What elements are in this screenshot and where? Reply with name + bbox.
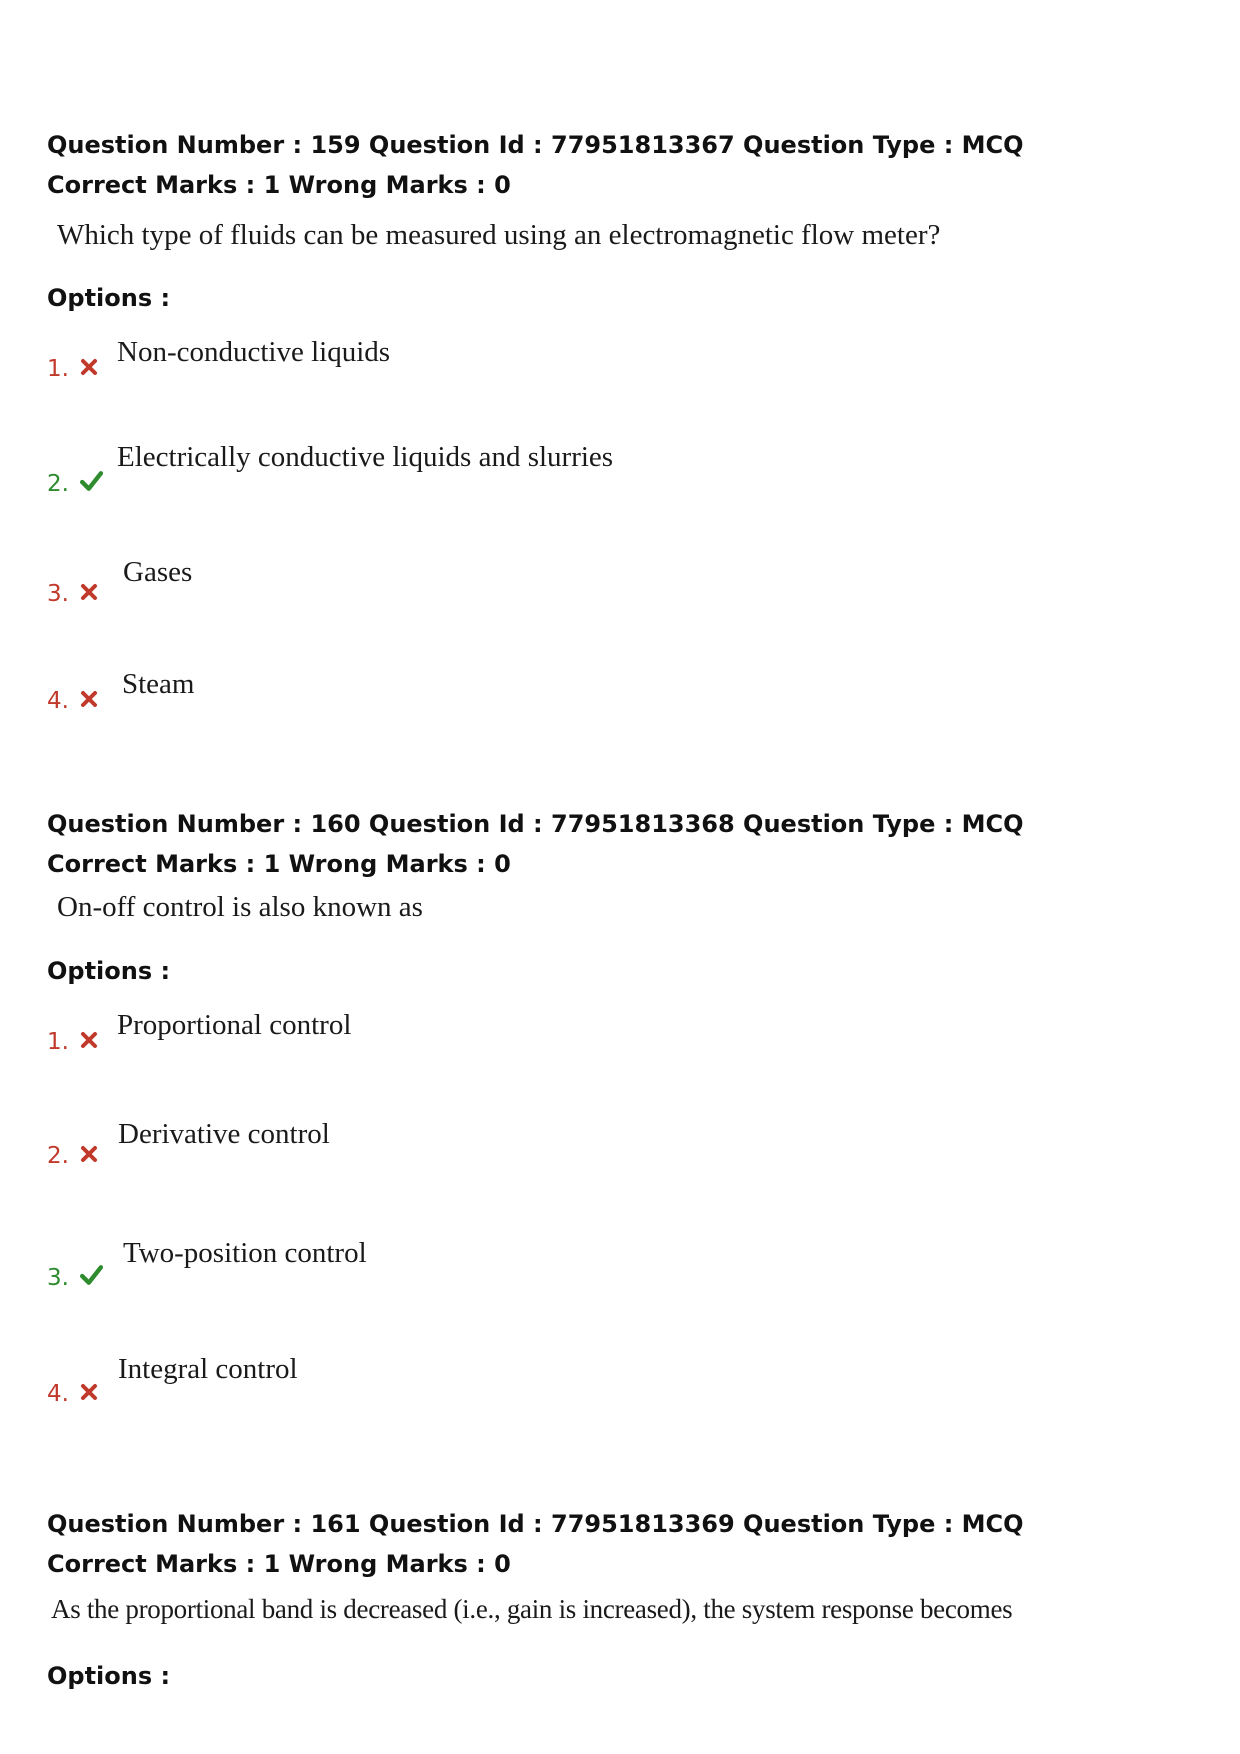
marks-line: Correct Marks : 1 Wrong Marks : 0 xyxy=(47,171,511,199)
option-item xyxy=(47,1352,1147,1412)
cross-icon xyxy=(79,689,99,709)
option-item xyxy=(47,440,1147,500)
options-label: Options : xyxy=(47,957,171,985)
check-icon xyxy=(79,1264,103,1286)
option-text: Two-position control xyxy=(123,1237,367,1269)
question-meta-line: Question Number : 159 Question Id : 77951813367 Question Type : MCQ xyxy=(47,131,1024,159)
option-text: Proportional control xyxy=(117,1009,352,1041)
question-text: On-off control is also known as xyxy=(57,891,423,923)
marks-line: Correct Marks : 1 Wrong Marks : 0 xyxy=(47,850,511,878)
question-meta-line: Question Number : 161 Question Id : 77951813369 Question Type : MCQ xyxy=(47,1510,1024,1538)
option-item xyxy=(47,335,1147,395)
option-number: 1. xyxy=(47,1029,69,1055)
option-text: Gases xyxy=(123,556,193,588)
option-item xyxy=(47,667,1147,727)
option-number: 3. xyxy=(47,1265,69,1291)
option-text: Electrically conductive liquids and slurries xyxy=(117,441,614,473)
option-item xyxy=(47,555,1147,615)
check-icon xyxy=(79,470,103,492)
option-text: Steam xyxy=(122,668,195,700)
option-text: Derivative control xyxy=(118,1118,330,1150)
option-number: 2. xyxy=(47,471,69,497)
cross-icon xyxy=(79,357,99,377)
cross-icon xyxy=(79,1030,99,1050)
option-number: 4. xyxy=(47,1381,69,1407)
cross-icon xyxy=(79,582,99,602)
cross-icon xyxy=(79,1144,99,1164)
option-number: 4. xyxy=(47,688,69,714)
question-text: Which type of fluids can be measured using an electromagnetic flow meter? xyxy=(57,219,941,251)
option-number: 2. xyxy=(47,1143,69,1169)
options-label: Options : xyxy=(47,1662,171,1690)
option-number: 1. xyxy=(47,356,69,382)
option-number: 3. xyxy=(47,581,69,607)
cross-icon xyxy=(79,1382,99,1402)
option-text: Non-conductive liquids xyxy=(117,336,391,368)
marks-line: Correct Marks : 1 Wrong Marks : 0 xyxy=(47,1550,511,1578)
option-text: Integral control xyxy=(118,1353,298,1385)
option-item xyxy=(47,1117,1147,1177)
options-label: Options : xyxy=(47,284,171,312)
option-item xyxy=(47,1236,1147,1296)
question-text: As the proportional band is decreased (i.e., gain is increased), the system response becomes xyxy=(51,1594,1013,1624)
question-meta-line: Question Number : 160 Question Id : 77951813368 Question Type : MCQ xyxy=(47,810,1024,838)
option-item xyxy=(47,1008,1147,1068)
